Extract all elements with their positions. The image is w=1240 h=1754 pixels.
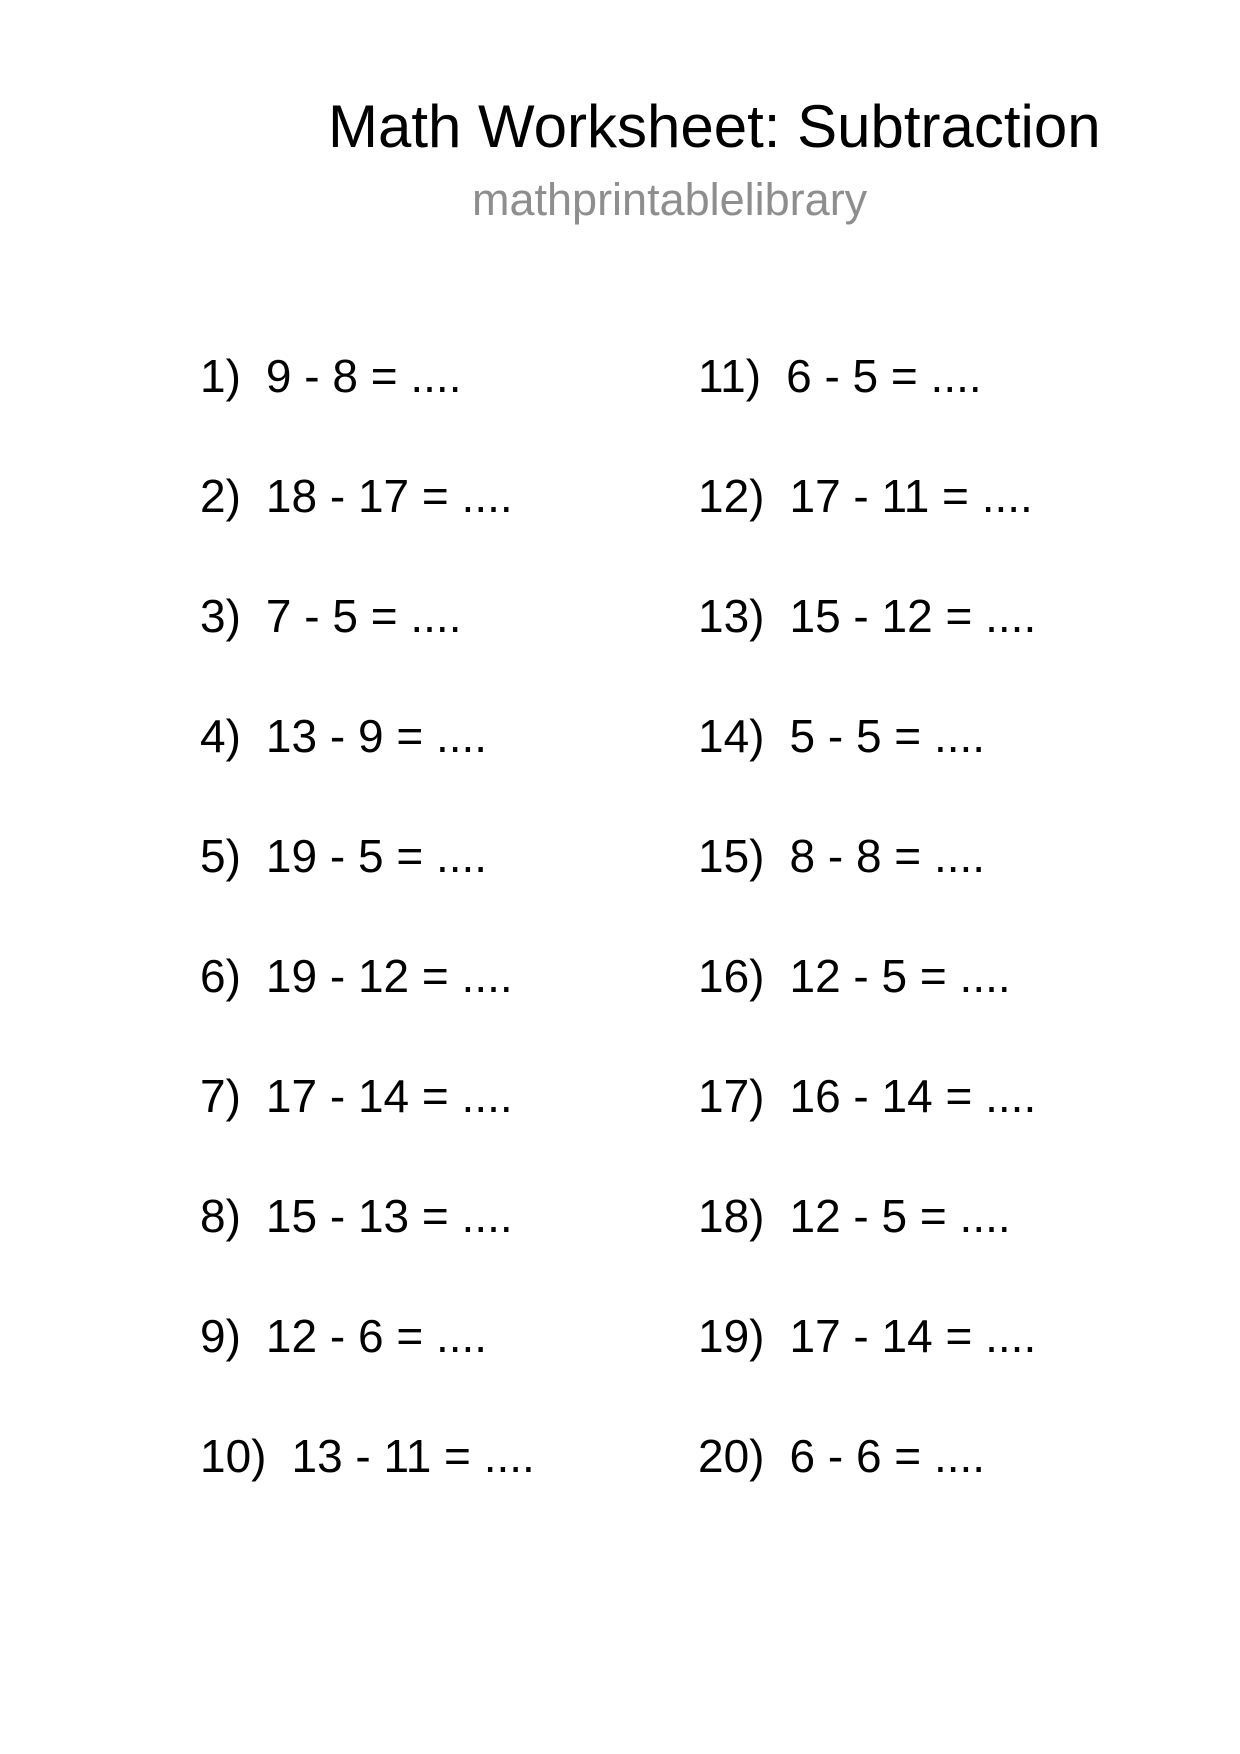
problem-item-6 bbox=[200, 950, 535, 1002]
problem-item-10 bbox=[200, 1430, 535, 1482]
problem-number: 7) bbox=[200, 1070, 241, 1122]
problem-expression: 6 - 5 = .... bbox=[786, 350, 982, 402]
problem-number: 18) bbox=[698, 1190, 765, 1242]
problem-expression: 17 - 14 = .... bbox=[265, 1070, 513, 1122]
problem-expression: 5 - 5 = .... bbox=[789, 710, 986, 762]
problem-expression: 13 - 9 = .... bbox=[265, 710, 488, 762]
page-title: Math Worksheet: Subtraction bbox=[328, 93, 1101, 160]
problem-number: 11) bbox=[698, 350, 762, 402]
problem-number: 14) bbox=[698, 710, 765, 762]
problem-item-5 bbox=[200, 830, 535, 882]
problem-expression: 15 - 12 = .... bbox=[789, 590, 1037, 642]
problem-number: 19) bbox=[698, 1310, 765, 1362]
problem-expression: 12 - 6 = .... bbox=[265, 1310, 488, 1362]
problem-item-18 bbox=[698, 1190, 1036, 1242]
problem-number: 17) bbox=[698, 1070, 765, 1122]
problem-number: 16) bbox=[698, 950, 765, 1002]
problem-number: 10) bbox=[200, 1430, 267, 1482]
page-subtitle: mathprintablelibrary bbox=[472, 174, 868, 225]
problem-number: 4) bbox=[200, 710, 241, 762]
problem-number: 1) bbox=[200, 350, 241, 402]
problem-item-14 bbox=[698, 710, 1036, 762]
problem-expression: 12 - 5 = .... bbox=[789, 950, 1011, 1002]
problem-item-19 bbox=[698, 1310, 1037, 1362]
problem-item-17 bbox=[698, 1070, 1037, 1122]
problem-number: 15) bbox=[698, 830, 765, 882]
problem-item-4 bbox=[200, 710, 535, 762]
problem-expression: 12 - 5 = .... bbox=[789, 1190, 1011, 1242]
problem-item-15 bbox=[698, 830, 1036, 882]
problem-number: 12) bbox=[698, 470, 765, 522]
problem-item-3 bbox=[200, 590, 535, 642]
problem-number: 5) bbox=[200, 830, 241, 882]
problem-expression: 17 - 14 = .... bbox=[789, 1310, 1037, 1362]
problem-item-2 bbox=[200, 470, 535, 522]
problem-number: 6) bbox=[200, 950, 241, 1002]
problem-number: 20) bbox=[698, 1430, 765, 1482]
problem-expression: 19 - 12 = .... bbox=[265, 950, 513, 1002]
problem-expression: 9 - 8 = .... bbox=[265, 350, 462, 402]
problem-item-7 bbox=[200, 1070, 535, 1122]
problem-item-8 bbox=[200, 1190, 535, 1242]
problems-column-right bbox=[698, 350, 1037, 1482]
problem-number: 13) bbox=[698, 590, 765, 642]
problem-expression: 16 - 14 = .... bbox=[789, 1070, 1037, 1122]
problem-expression: 6 - 6 = .... bbox=[789, 1430, 986, 1482]
problem-number: 3) bbox=[200, 590, 241, 642]
problem-expression: 18 - 17 = .... bbox=[265, 470, 513, 522]
problem-expression: 15 - 13 = .... bbox=[265, 1190, 513, 1242]
problem-expression: 7 - 5 = .... bbox=[265, 590, 462, 642]
problem-expression: 13 - 11 = .... bbox=[291, 1430, 535, 1482]
problem-number: 8) bbox=[200, 1190, 241, 1242]
problem-number: 2) bbox=[200, 470, 241, 522]
problem-expression: 17 - 11 = .... bbox=[789, 470, 1033, 522]
problem-number: 9) bbox=[200, 1310, 241, 1362]
problem-item-9 bbox=[200, 1310, 535, 1362]
problem-item-20 bbox=[698, 1430, 1036, 1482]
problem-expression: 19 - 5 = .... bbox=[265, 830, 488, 882]
problem-item-1 bbox=[200, 350, 535, 402]
problem-item-11 bbox=[698, 350, 1036, 402]
problems-column-left bbox=[200, 350, 535, 1482]
problem-item-12 bbox=[698, 470, 1036, 522]
problem-item-13 bbox=[698, 590, 1037, 642]
problem-item-16 bbox=[698, 950, 1036, 1002]
problem-expression: 8 - 8 = .... bbox=[789, 830, 986, 882]
